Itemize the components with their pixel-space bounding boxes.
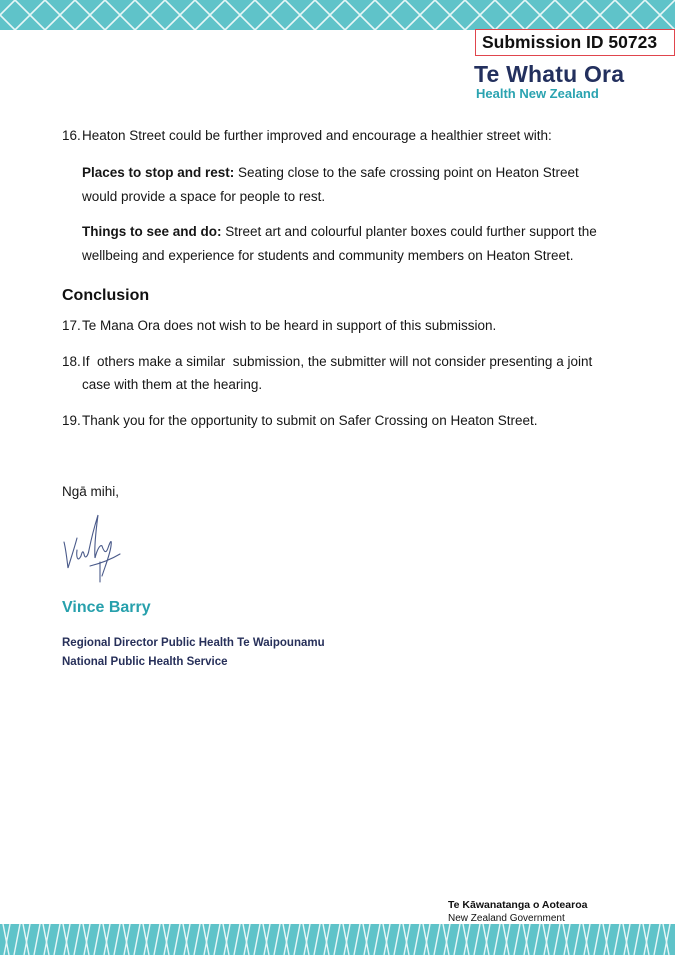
signatory-role: Regional Director Public Health Te Waipounamu [62,637,325,649]
logo-subtitle: Health New Zealand [476,86,599,101]
item-number: 18. [62,354,81,369]
sub-point-things [82,220,662,268]
sub-point-text-line1: Seating close to the safe crossing point on Heaton Street [234,165,579,180]
handwritten-signature [58,510,128,585]
sub-point-label: Places to stop and rest: [82,165,235,180]
gov-line-maori: Te Kāwanatanga o Aotearoa [448,899,588,911]
sub-point-label: Things to see and do: [82,224,222,239]
item-text: Te Mana Ora does not wish to be heard in support of this submission. [82,318,497,333]
item-number: 19. [62,413,81,428]
gov-line-english: New Zealand Government [448,913,565,924]
sub-point-text-line2: wellbeing and experience for students and community members on Heaton Street. [82,248,574,263]
item-number: 17. [62,318,81,333]
sub-point-places [82,161,642,209]
item-text: Thank you for the opportunity to submit on Safer Crossing on Heaton Street. [82,413,538,428]
bottom-pattern-graphic [0,924,675,955]
conclusion-heading: Conclusion [62,287,150,304]
signatory-service: National Public Health Service [62,656,228,668]
sub-point-text-line2: would provide a space for people to rest. [82,189,326,204]
logo-title: Te Whatu Ora [474,61,625,87]
submission-id-box: Submission ID 50723 [475,29,675,56]
item-number: 16. [62,128,81,143]
sub-point-text-line1: Street art and colourful planter boxes could further support the [221,224,597,239]
item-text-line1: If others make a similar submission, the submitter will not consider presenting a joint [82,354,593,369]
item-text: Heaton Street could be further improved and encourage a healthier street with: [82,128,552,143]
nz-government-logo [448,899,587,925]
bottom-pattern-band [0,924,675,955]
signatory-name: Vince Barry [62,599,151,616]
list-item-18 [0,350,675,400]
closing-salutation: Ngā mihi, [62,484,120,499]
item-text-line2: case with them at the hearing. [82,377,263,392]
